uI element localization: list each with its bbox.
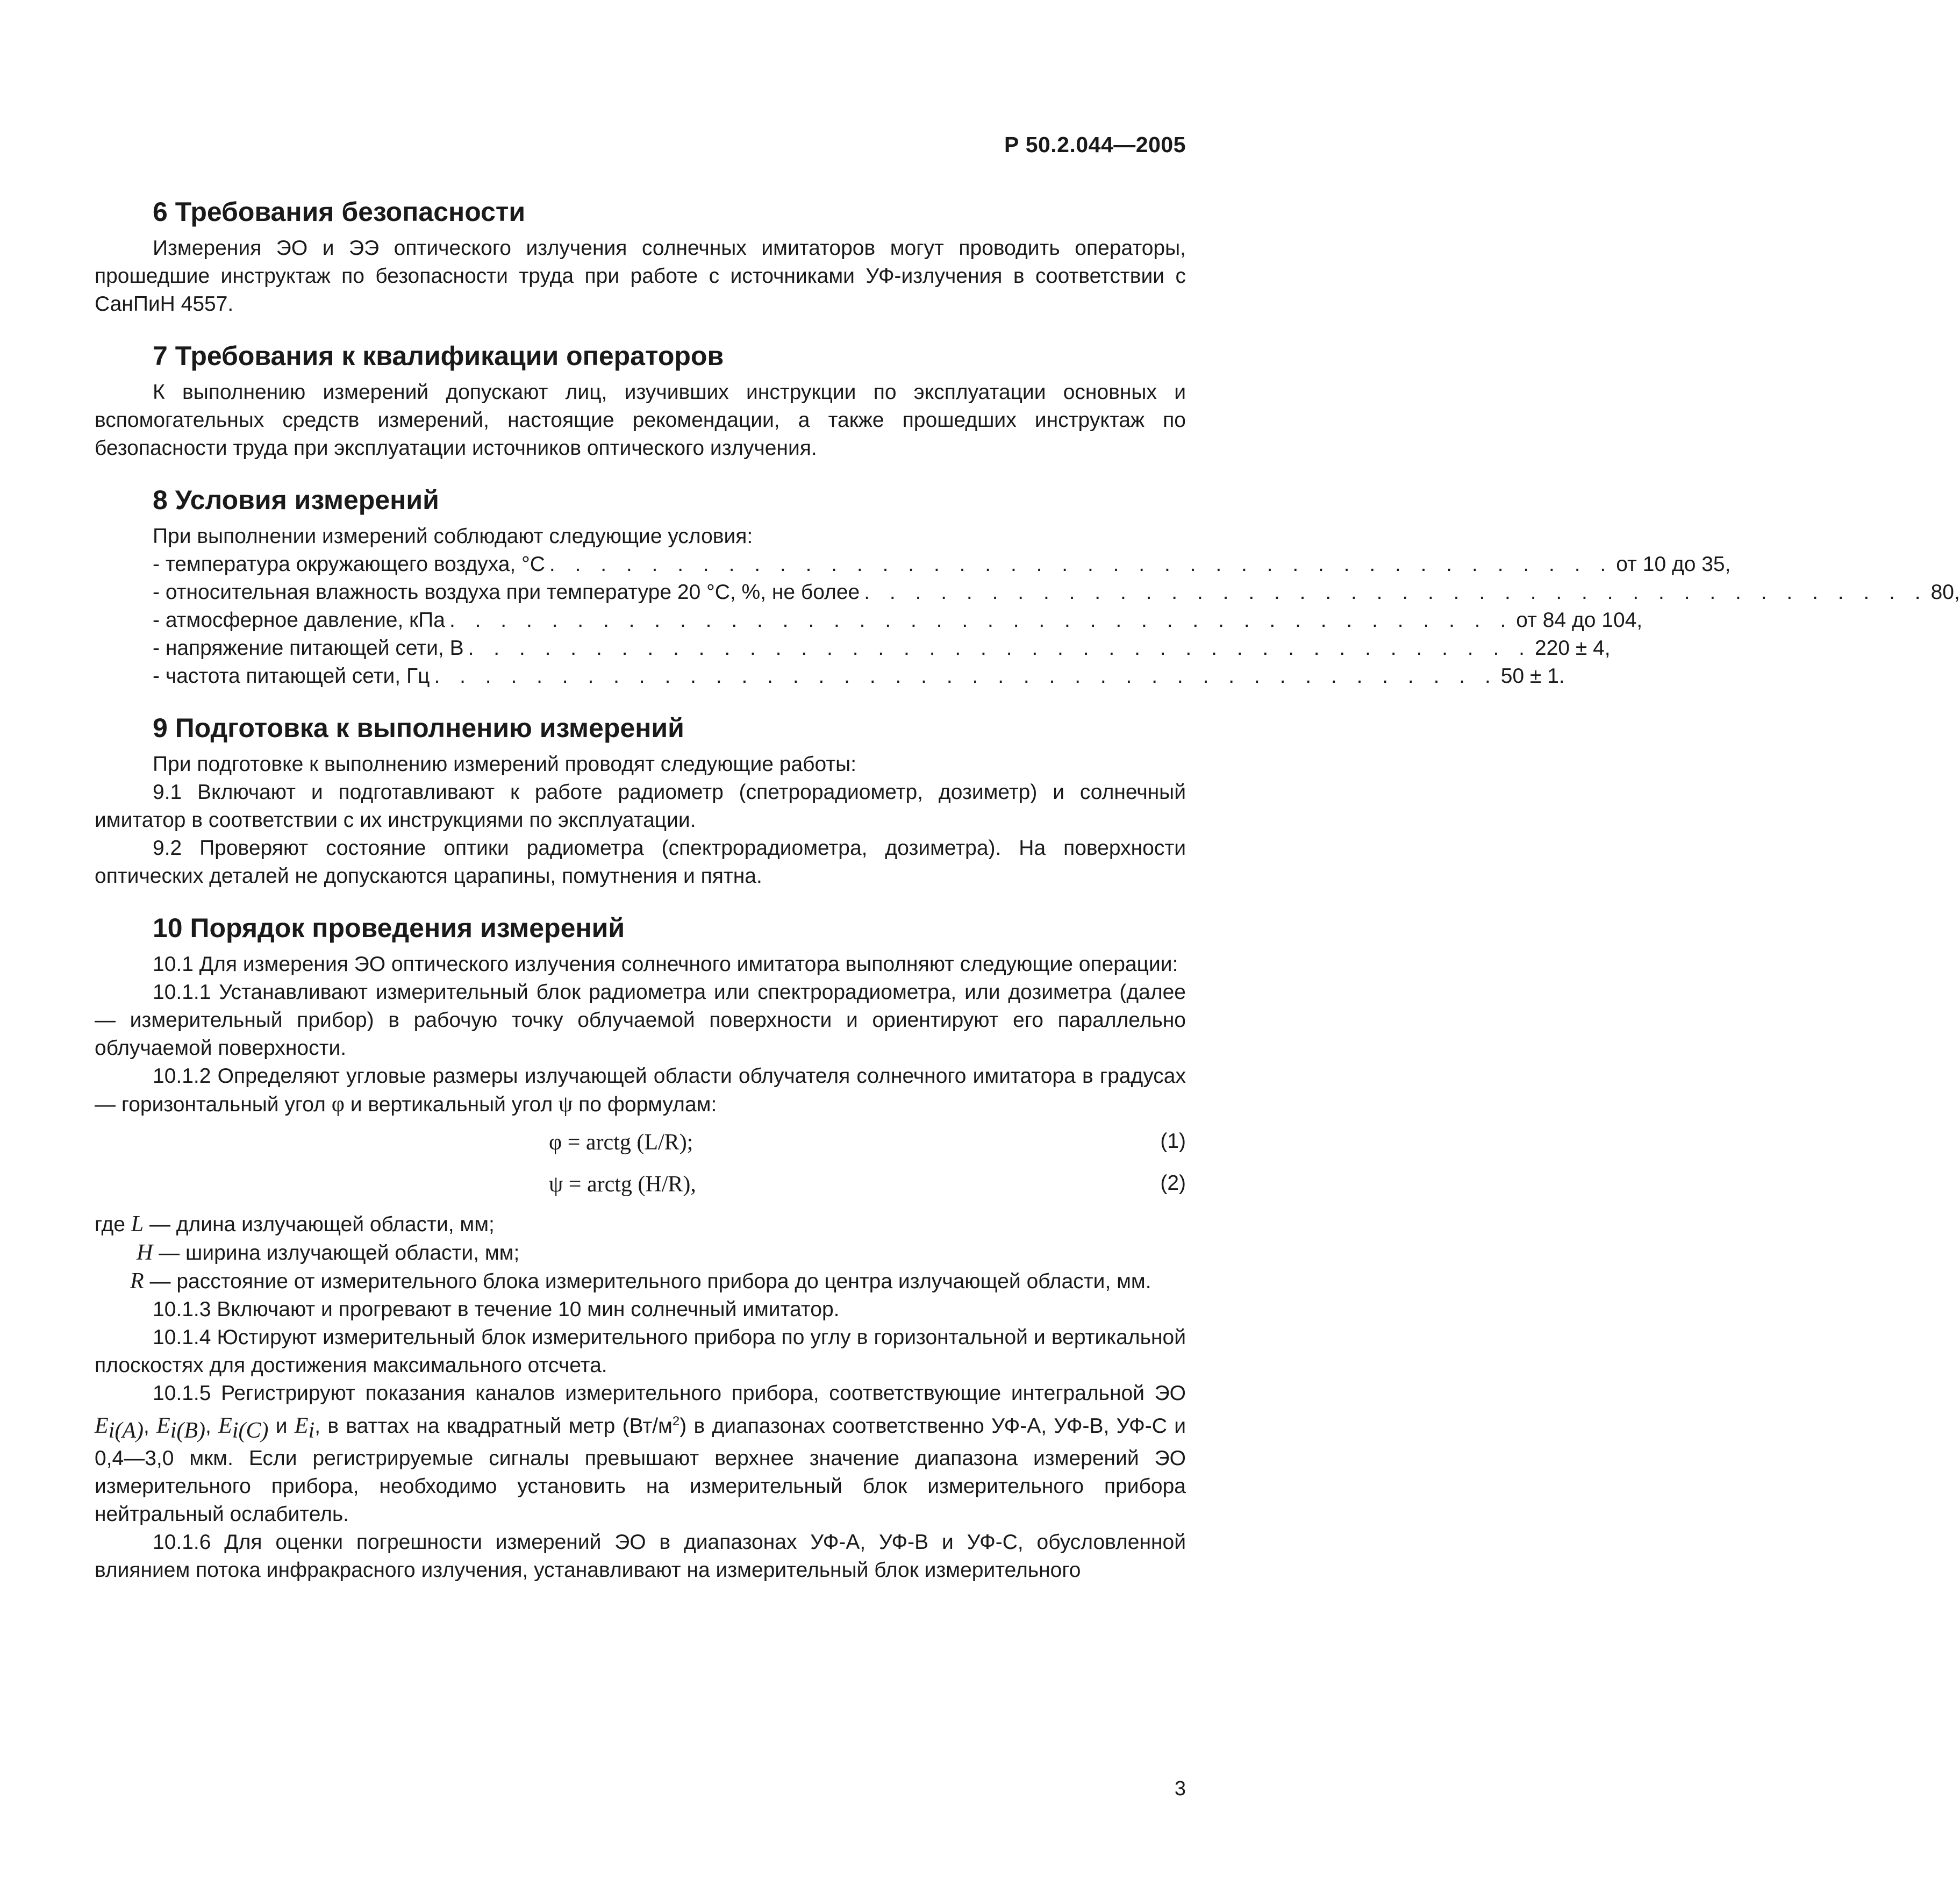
page-number: 3 xyxy=(1174,1777,1186,1800)
condition-item: - частота питающей сети, Гц . . . . . . . . . . . . . . . . . . . . . . . . . . . . . . . . . . . . . . . . . . 50 ± 1. xyxy=(153,665,1565,688)
where-block xyxy=(95,1210,1186,1296)
conditions-list xyxy=(95,551,1960,690)
formula-2: ψ = arctg (H/R), (2) xyxy=(549,1171,1186,1197)
document-code: Р 50.2.044—2005 xyxy=(1004,132,1186,157)
section-6-title: 6 Требования безопасности xyxy=(153,197,526,227)
section-10-1-5: 10.1.5 Регистрируют показания каналов измерительного прибора, соответствующие интегральной ЭО $E_{i(A)}$, $E_{i(B)}$, $E_{i(C)}$ и $E_i$, в ваттах на квадратный метр $(Вт/м^2)$ в диапазонах соответственно УФ-А, УФ-В, УФ-С и 0,4—3,0 мкм. Если регистрируемые сигналы превышают верхнее значение диапазона измерений ЭО измерительного прибора, необходимо установить на измерительный блок измерительного прибора нейтральный ослабитель. xyxy=(95,1382,1186,1526)
condition-item: - атмосферное давление, кПа . . . . . . . . . . . . . . . . . . . . . . . . . . . . . . . . . . . . . . . . . . от 84 до 104, xyxy=(153,609,1643,632)
page-body xyxy=(95,129,1960,1584)
section-6-text: Измерения ЭО и ЭЭ оптического излучения солнечных имитаторов могут проводить операторы, прошедшие инструктаж по безопасности труда при работе с источниками УФ-излучения в соответствии с СанПиН 4557. xyxy=(95,237,1186,316)
section-9-2: 9.2 Проверяют состояние оптики радиометра (спектрорадиометра, дозиметра). На поверхности оптических деталей не допускаются царапины, помутнения и пятна. xyxy=(95,837,1186,888)
section-10-1-3: 10.1.3 Включают и прогревают в течение 10 мин солнечный имитатор. xyxy=(153,1298,840,1321)
condition-item: - относительная влажность воздуха при температуре 20 °С, %, не более . . . . . . . . . . . . . . . . . . . . . . . . . . . . . . . . . . . . . . . . . . 80, xyxy=(153,581,1960,604)
section-10-1-6: 10.1.6 Для оценки погрешности измерений ЭО в диапазонах УФ-А, УФ-В и УФ-С, обусловленной влиянием потока инфракрасного излучения, устанавливают на измерительный блок измерительного xyxy=(95,1530,1186,1582)
psi-symbol: ψ xyxy=(559,1092,573,1117)
section-7-text: К выполнению измерений допускают лиц, изучивших инструкции по эксплуатации основных и вспомогательных средств измерений, настоящие рекомендации, а также прошедших инструктаж по безопасности труда при эксплуатации источников оптического излучения. xyxy=(95,381,1186,460)
phi-symbol: φ xyxy=(331,1092,345,1117)
formula-1: φ = arctg (L/R); (1) xyxy=(549,1130,1186,1155)
section-8-intro: При выполнении измерений соблюдают следующие условия: xyxy=(153,525,753,548)
section-10-1: 10.1 Для измерения ЭО оптического излучения солнечного имитатора выполняют следующие операции: xyxy=(153,953,1178,976)
section-10-1-4: 10.1.4 Юстируют измерительный блок измерительного прибора по углу в горизонтальной и вертикальной плоскостях для достижения максимального отсчета. xyxy=(95,1326,1186,1377)
condition-item: - температура окружающего воздуха, °С . . . . . . . . . . . . . . . . . . . . . . . . . . . . . . . . . . . . . . . . . . от 10 до 35, xyxy=(153,553,1731,576)
section-10-1-1: 10.1.1 Устанавливают измерительный блок радиометра или спектрорадиометра, или дозиметра (далее — измерительный прибор) в рабочую точку облучаемой поверхности и ориентируют его параллельно облучаемой поверхности. xyxy=(95,981,1186,1060)
section-9-title: 9 Подготовка к выполнению измерений xyxy=(153,713,684,743)
section-10-1-2: 10.1.2 Определяют угловые размеры излучающей области облучателя солнечного имитатора в градусах — горизонтальный угол φ и вертикальный угол ψ по формулам: xyxy=(95,1065,1186,1117)
section-8-title: 8 Условия измерений xyxy=(153,485,439,515)
section-10-title: 10 Порядок проведения измерений xyxy=(153,913,625,943)
where-L: где L — длина излучающей области, мм; xyxy=(95,1212,495,1237)
where-R: R — расстояние от измерительного блока измерительного прибора до центра излучающей области, мм. xyxy=(130,1269,1151,1294)
section-9-1: 9.1 Включают и подготавливают к работе радиометр (спетрорадиометр, дозиметр) и солнечный имитатор в соответствии с их инструкциями по эксплуатации. xyxy=(95,781,1186,832)
section-9-intro: При подготовке к выполнению измерений проводят следующие работы: xyxy=(153,753,857,776)
where-H: H — ширина излучающей области, мм; xyxy=(137,1240,520,1265)
condition-item: - напряжение питающей сети, В . . . . . . . . . . . . . . . . . . . . . . . . . . . . . . . . . . . . . . . . . . 220 ± 4, xyxy=(153,637,1611,660)
section-7-title: 7 Требования к квалификации операторов xyxy=(153,341,724,371)
